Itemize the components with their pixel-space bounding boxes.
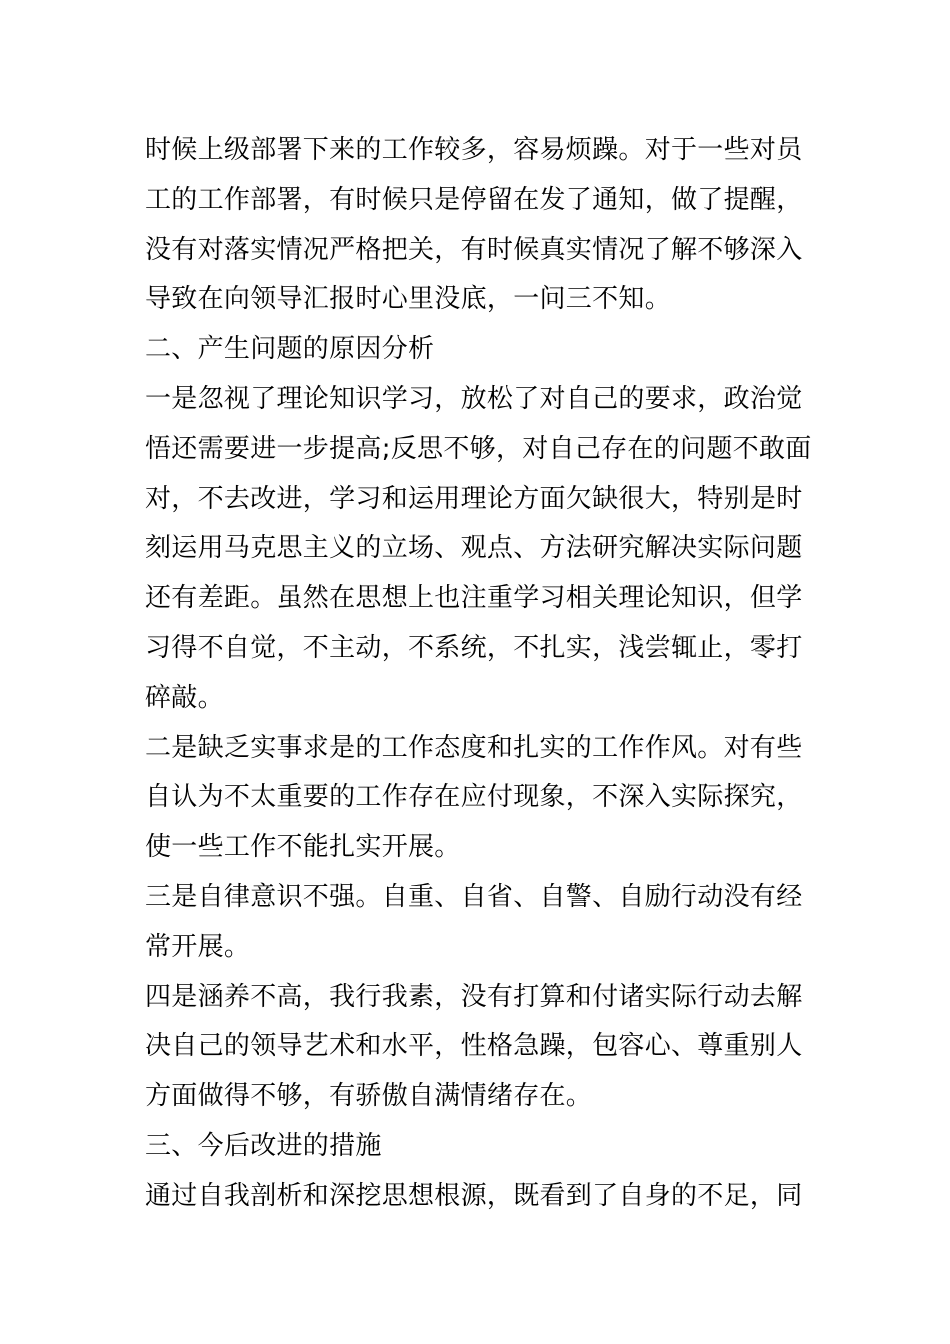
text-line: 使一些工作不能扎实开展。 bbox=[145, 832, 461, 863]
text-line: 四是涵养不高，我行我素，没有打算和付诸实际行动去解 bbox=[145, 981, 803, 1012]
text-line: 时候上级部署下来的工作较多，容易烦躁。对于一些对员 bbox=[145, 135, 803, 165]
text-line: 自认为不太重要的工作存在应付现象，不深入实际探究， bbox=[145, 782, 803, 813]
text-line: 还有差距。虽然在思想上也注重学习相关理论知识，但学 bbox=[145, 583, 803, 614]
text-line: 通过自我剖析和深挖思想根源，既看到了自身的不足，同 bbox=[145, 1180, 803, 1211]
text-line: 决自己的领导艺术和水平，性格急躁，包容心、尊重别人 bbox=[145, 1031, 803, 1062]
text-line: 没有对落实情况严格把关，有时候真实情况了解不够深入 bbox=[145, 234, 803, 265]
text-line: 导致在向领导汇报时心里没底，一问三不知。 bbox=[145, 284, 672, 315]
section-heading: 三、今后改进的措施 bbox=[145, 1130, 382, 1161]
text-line: 悟还需要进一步提高;反思不够，对自己存在的问题不敢面 bbox=[145, 433, 812, 464]
text-line: 二是缺乏实事求是的工作态度和扎实的工作作风。对有些 bbox=[145, 732, 803, 763]
text-line: 方面做得不够，有骄傲自满情绪存在。 bbox=[145, 1081, 593, 1112]
text-line: 工的工作部署，有时候只是停留在发了通知，做了提醒， bbox=[145, 184, 803, 215]
text-line: 碎敲。 bbox=[145, 682, 224, 713]
text-line: 刻运用马克思主义的立场、观点、方法研究解决实际问题 bbox=[145, 533, 803, 564]
section-heading: 二、产生问题的原因分析 bbox=[145, 334, 435, 365]
text-line: 三是自律意识不强。自重、自省、自警、自励行动没有经 bbox=[145, 881, 803, 912]
document-body bbox=[145, 126, 815, 1222]
text-line: 对，不去改进，学习和运用理论方面欠缺很大，特别是时 bbox=[145, 483, 803, 514]
text-line: 习得不自觉，不主动，不系统，不扎实，浅尝辄止，零打 bbox=[145, 632, 803, 663]
text-line: 一是忽视了理论知识学习，放松了对自己的要求，政治觉 bbox=[145, 383, 803, 414]
text-line: 常开展。 bbox=[145, 931, 251, 962]
